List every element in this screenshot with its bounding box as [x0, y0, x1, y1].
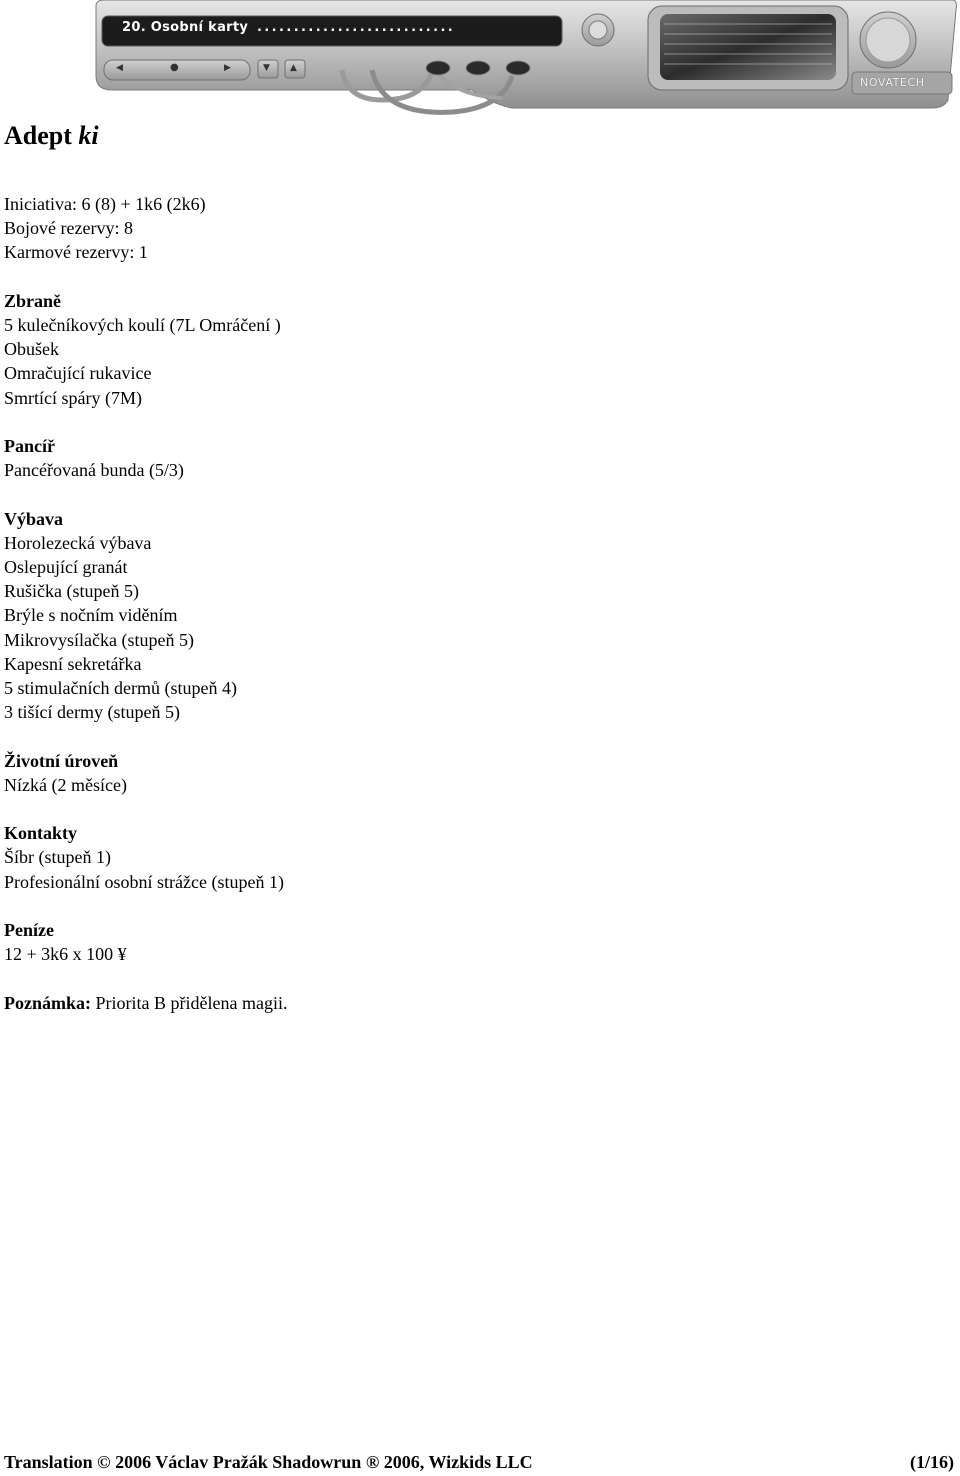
list-item: Obušek	[4, 339, 59, 360]
back-arrow-icon[interactable]: ◀	[116, 63, 123, 73]
note	[4, 991, 904, 1015]
section-lifestyle	[4, 749, 904, 797]
list-item: 3 tišící dermy (stupeň 5)	[4, 702, 180, 723]
up-arrow-icon[interactable]: ▲	[290, 63, 297, 73]
section-contacts	[4, 821, 904, 894]
seek-marker-icon: ●	[170, 62, 179, 73]
list-item: 5 kulečníkových koulí (7L Omráčení )	[4, 315, 281, 335]
section-heading: Kontakty	[4, 823, 78, 844]
list-item: Brýle s nočním viděním	[4, 605, 178, 626]
stats-block	[4, 192, 904, 265]
stat-initiative: Iniciativa: 6 (8) + 1k6 (2k6)	[4, 194, 206, 214]
stat-karma-pool: Karmové rezervy: 1	[4, 242, 148, 263]
footer-copyright: Translation © 2006 Václav Pražák Shadowrun ® 2006, Wizkids LLC	[4, 1452, 533, 1472]
section-gear	[4, 507, 904, 725]
section-heading: Životní úroveň	[4, 750, 119, 771]
section-heading: Pancíř	[4, 436, 55, 456]
page-number: (1/16)	[910, 1452, 954, 1472]
list-item: Rušička (stupeň 5)	[4, 581, 139, 602]
list-item: Profesionální osobní strážce (stupeň 1)	[4, 871, 284, 892]
list-item: Pancéřovaná bunda (5/3)	[4, 460, 184, 481]
list-item: Mikrovysílačka (stupeň 5)	[4, 629, 194, 650]
section-heading: Výbava	[4, 508, 64, 529]
list-item: Omračující rukavice	[4, 363, 152, 384]
header-device-graphic	[92, 0, 958, 118]
page-footer	[4, 1450, 954, 1474]
list-item: 12 + 3k6 x 100 ¥	[4, 944, 127, 965]
stat-combat-pool: Bojové rezervy: 8	[4, 218, 133, 239]
section-heading: Zbraně	[4, 290, 62, 311]
section-heading: Peníze	[4, 920, 54, 940]
list-item: 5 stimulačních dermů (stupeň 4)	[4, 678, 237, 699]
down-arrow-icon[interactable]: ▼	[263, 63, 270, 73]
section-money	[4, 918, 904, 966]
list-item: Smrtící spáry (7M)	[4, 387, 142, 408]
chapter-title-dots: ...........................	[257, 20, 456, 35]
list-item: Šíbr (stupeň 1)	[4, 847, 111, 868]
forward-arrow-icon[interactable]: ▶	[224, 63, 231, 73]
character-card	[4, 116, 904, 1015]
list-item: Oslepující granát	[4, 557, 128, 577]
list-item: Horolezecká výbava	[4, 532, 152, 553]
section-weapons	[4, 289, 904, 410]
note-label: Poznámka:	[4, 992, 91, 1013]
section-armor	[4, 434, 904, 482]
note-text: Priorita B přidělena magii.	[91, 992, 288, 1013]
chapter-title: 20. Osobní karty	[122, 20, 249, 35]
card-title: Adept ki	[4, 121, 99, 150]
list-item: Nízká (2 měsíce)	[4, 774, 127, 795]
list-item: Kapesní sekretářka	[4, 653, 142, 674]
brand-logo: NOVATECH	[860, 76, 925, 89]
